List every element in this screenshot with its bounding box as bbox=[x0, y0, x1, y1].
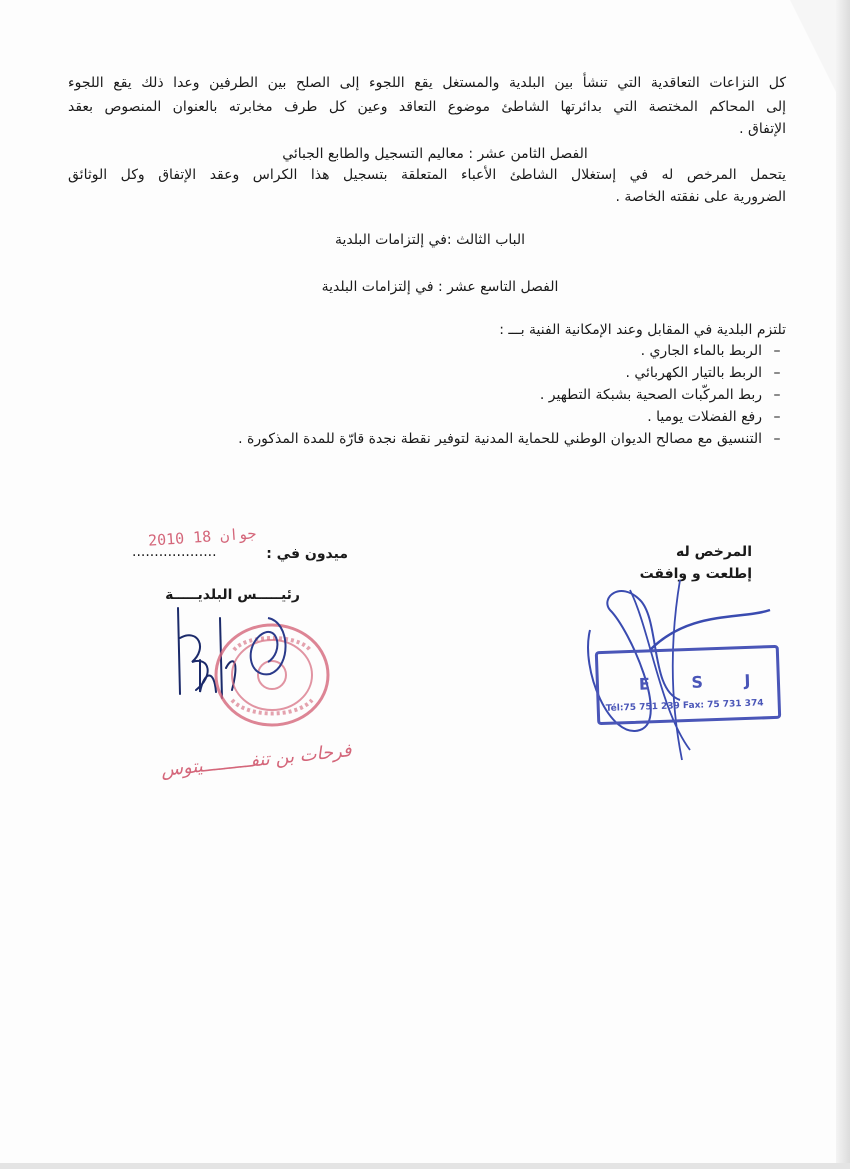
obligation-item-4 bbox=[647, 407, 784, 427]
company-stamp-letters: E S J bbox=[638, 670, 769, 694]
obligation-item-2 bbox=[625, 363, 784, 383]
disputes-paragraph-line-2: إلى المحاكم المختصة التي بدائرتها الشاطئ موضوع التعاقد وعين كل طرف مخابرته بالعنوان المنصوص بعقد bbox=[68, 99, 786, 115]
seen-approved-label: إطلعت و وافقت bbox=[639, 566, 752, 582]
date-stamp: 2010 جوان 18 bbox=[147, 524, 257, 550]
done-at-dots: ................... bbox=[132, 544, 217, 560]
company-stamp-phone: Tél:75 751 239 Fax: 75 731 374 bbox=[605, 698, 764, 714]
mayor-label: رئيـــــس البلديـــــة bbox=[165, 587, 300, 603]
obligation-item-text: الربط بالتيار الكهربائي . bbox=[625, 365, 762, 381]
done-at-label: ميدون في : bbox=[266, 546, 348, 562]
fees-paragraph-line-2: الضرورية على نفقته الخاصة . bbox=[615, 189, 786, 205]
obligation-item-text: ربط المركّبات الصحية بشبكة التطهير . bbox=[539, 387, 762, 403]
mayor-name-signature: فرحات بن تنفـــــــــيتوس bbox=[159, 740, 353, 781]
list-bullet: – bbox=[773, 343, 781, 359]
obligations-intro: تلتزم البلدية في المقابل وعند الإمكانية الفنية بـــ : bbox=[499, 322, 786, 338]
fees-paragraph-line-1: يتحمل المرخص له في إستغلال الشاطئ الأعباء المتعلقة بتسجيل هذا الكراس وعقد الإتفاق وكل الوثائق bbox=[68, 167, 786, 183]
obligation-item-1 bbox=[641, 341, 784, 361]
part-3-title: الباب الثالث :في إلتزامات البلدية bbox=[334, 232, 526, 248]
list-bullet: – bbox=[773, 409, 781, 425]
chapter-19-title: الفصل التاسع عشر : في إلتزامات البلدية bbox=[321, 279, 559, 295]
scan-edge-right bbox=[836, 0, 850, 1169]
obligation-item-text: الربط بالماء الجاري . bbox=[640, 343, 762, 359]
list-bullet: – bbox=[773, 365, 781, 381]
obligation-item-3 bbox=[540, 385, 784, 405]
list-bullet: – bbox=[773, 431, 781, 447]
obligation-item-text: التنسيق مع مصالح الديوان الوطني للحماية المدنية لتوفير نقطة نجدة قارّة للمدة المذكورة . bbox=[238, 431, 762, 447]
disputes-paragraph-line-3: الإتفاق . bbox=[739, 121, 786, 137]
obligation-item-text: رفع الفضلات يوميا . bbox=[647, 409, 762, 425]
obligation-item-5 bbox=[238, 429, 784, 449]
company-stamp bbox=[595, 645, 781, 725]
disputes-paragraph-line-1: كل النزاعات التعاقدية التي تنشأ بين البلدية والمستغل يقع اللجوء إلى الصلح بين الطرفين وعدا ذلك يقع اللجوء bbox=[68, 75, 786, 91]
scan-edge-bottom bbox=[0, 1163, 850, 1169]
list-bullet: – bbox=[773, 387, 781, 403]
chapter-18-title: الفصل الثامن عشر : معاليم التسجيل والطابع الجبائي bbox=[282, 146, 588, 162]
licensee-label: المرخص له bbox=[676, 544, 752, 560]
signature-loop bbox=[238, 612, 298, 682]
